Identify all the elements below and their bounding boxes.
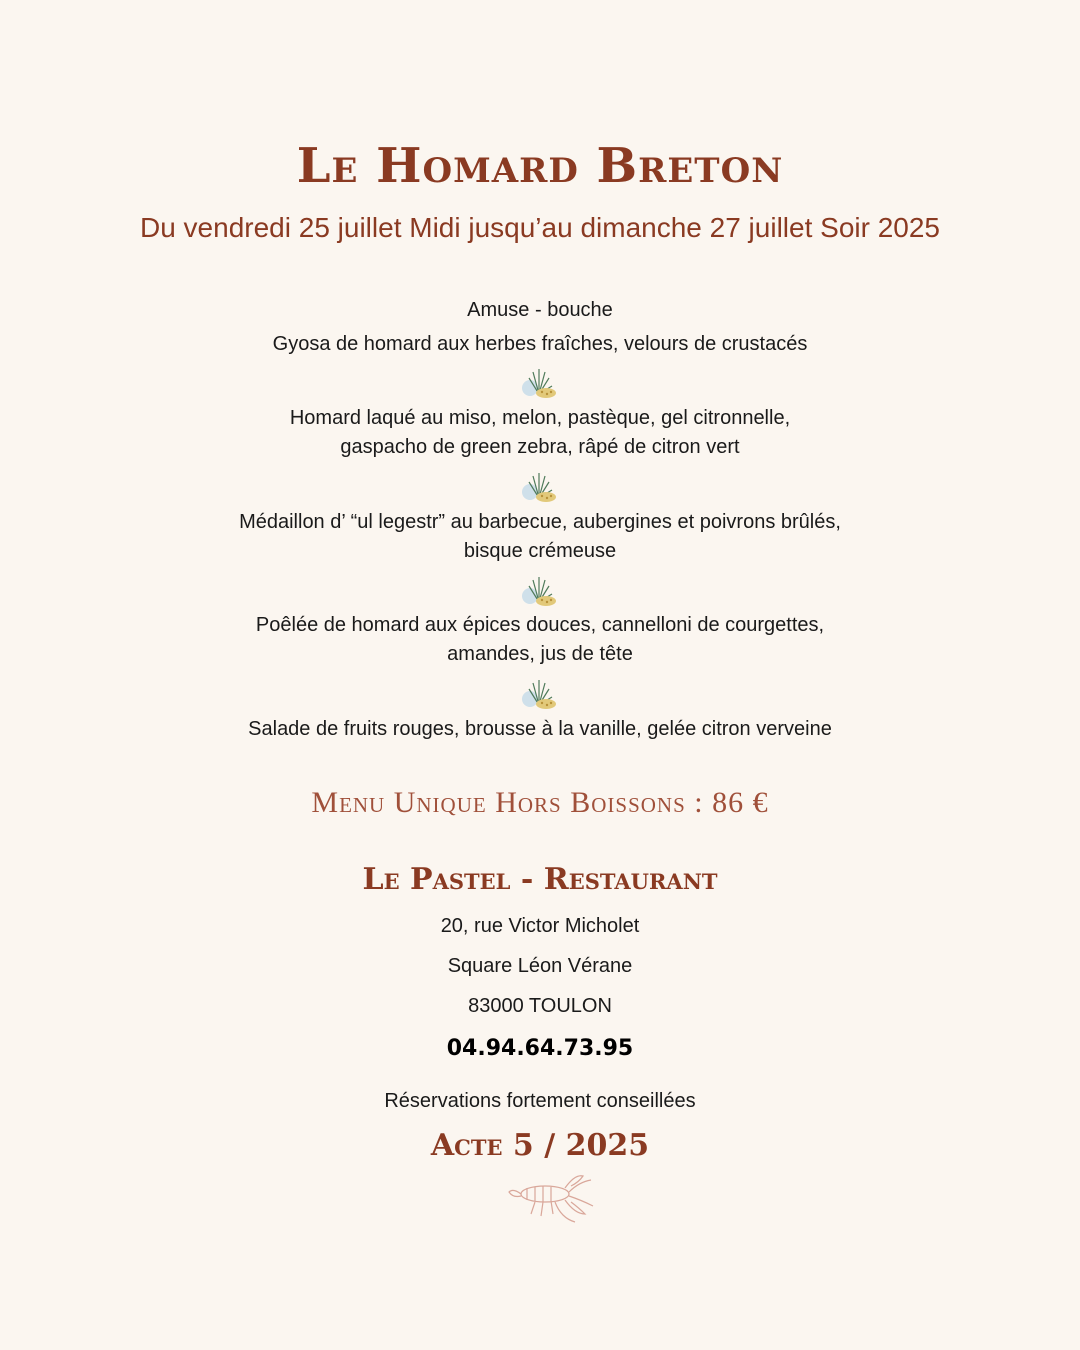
reservation-note: Réservations fortement conseillées: [384, 1090, 696, 1112]
course-2-line-1: Médaillon d’ “ul legestr” au barbecue, aubergines et poivrons brûlés,: [239, 511, 841, 533]
amuse-bouche-dish: Gyosa de homard aux herbes fraîches, velours de crustacés: [272, 333, 808, 355]
acte-label: Acte 5 / 2025: [430, 1128, 650, 1163]
course-3-line-2: amandes, jus de tête: [447, 643, 633, 665]
amuse-bouche-label: Amuse - bouche: [467, 299, 613, 321]
plant-ornament-icon: [520, 470, 558, 504]
course-2-line-2: bisque crémeuse: [463, 540, 617, 562]
page-title: Le Homard Breton: [296, 138, 784, 194]
plant-ornament-icon: [520, 366, 558, 400]
dessert: Salade de fruits rouges, brousse à la vanille, gelée citron verveine: [248, 718, 832, 740]
address-street: 20, rue Victor Micholet: [440, 915, 640, 937]
plant-ornament-icon: [520, 574, 558, 608]
plant-ornament-icon: [520, 677, 558, 711]
course-3-line-1: Poêlée de homard aux épices douces, cannelloni de courgettes,: [255, 614, 825, 636]
restaurant-name: Le Pastel - Restaurant: [362, 862, 718, 897]
lobster-icon: [505, 1170, 597, 1226]
course-1-line-1: Homard laqué au miso, melon, pastèque, gel citronnelle,: [289, 407, 791, 429]
menu-price: Menu Unique Hors Boissons : 86 €: [311, 786, 769, 819]
course-1-line-2: gaspacho de green zebra, râpé de citron vert: [340, 436, 740, 458]
date-range: Du vendredi 25 juillet Midi jusqu’au dimanche 27 juillet Soir 2025: [139, 212, 941, 243]
phone-number[interactable]: 04.94.64.73.95: [446, 1036, 634, 1061]
address-city: 83000 TOULON: [468, 995, 612, 1017]
address-square: Square Léon Vérane: [447, 955, 633, 977]
